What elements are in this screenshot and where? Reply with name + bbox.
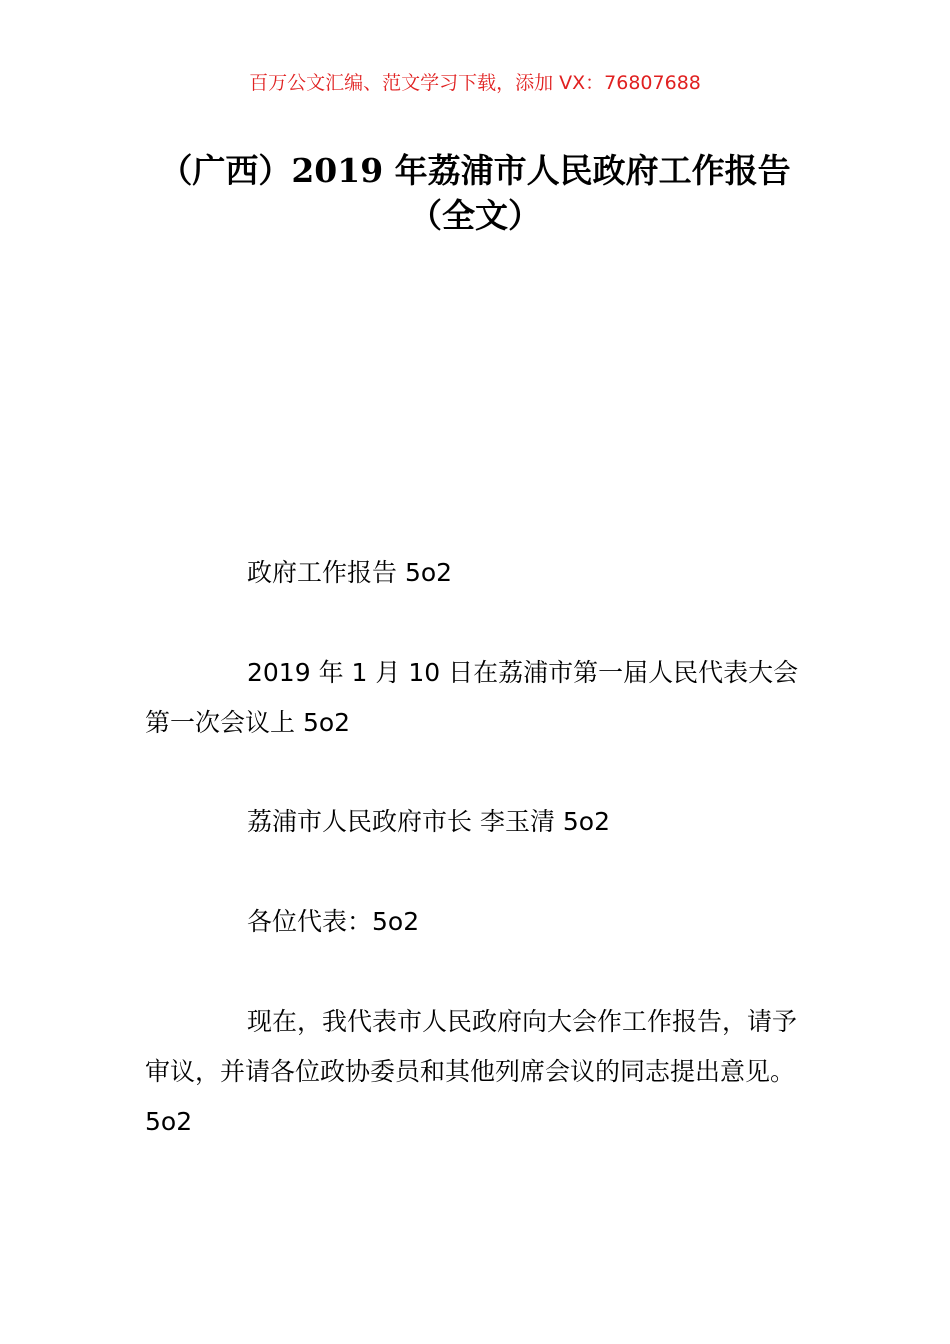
paragraph-speaker: 荔浦市人民政府市长 李玉清 5o2: [247, 807, 611, 836]
title-line-1: （广西）2019 年荔浦市人民政府工作报告: [159, 151, 791, 190]
paragraph-opening: 现在，我代表市人民政府向大会作工作报告，请予审议，并请各位政协委员和其他列席会议的同志提出意见。5o2: [145, 1007, 798, 1136]
title-line-2: （全文）: [409, 196, 541, 235]
paragraph-salutation: 各位代表：5o2: [247, 907, 420, 936]
paragraph-meeting-info: 2019 年 1 月 10 日在荔浦市第一届人民代表大会第一次会议上 5o2: [145, 658, 799, 737]
paragraph-report-name: 政府工作报告 5o2: [247, 558, 453, 587]
promo-header: 百万公文汇编、范文学习下载，添加 VX：76807688: [249, 72, 701, 94]
document-title: [130, 148, 820, 238]
